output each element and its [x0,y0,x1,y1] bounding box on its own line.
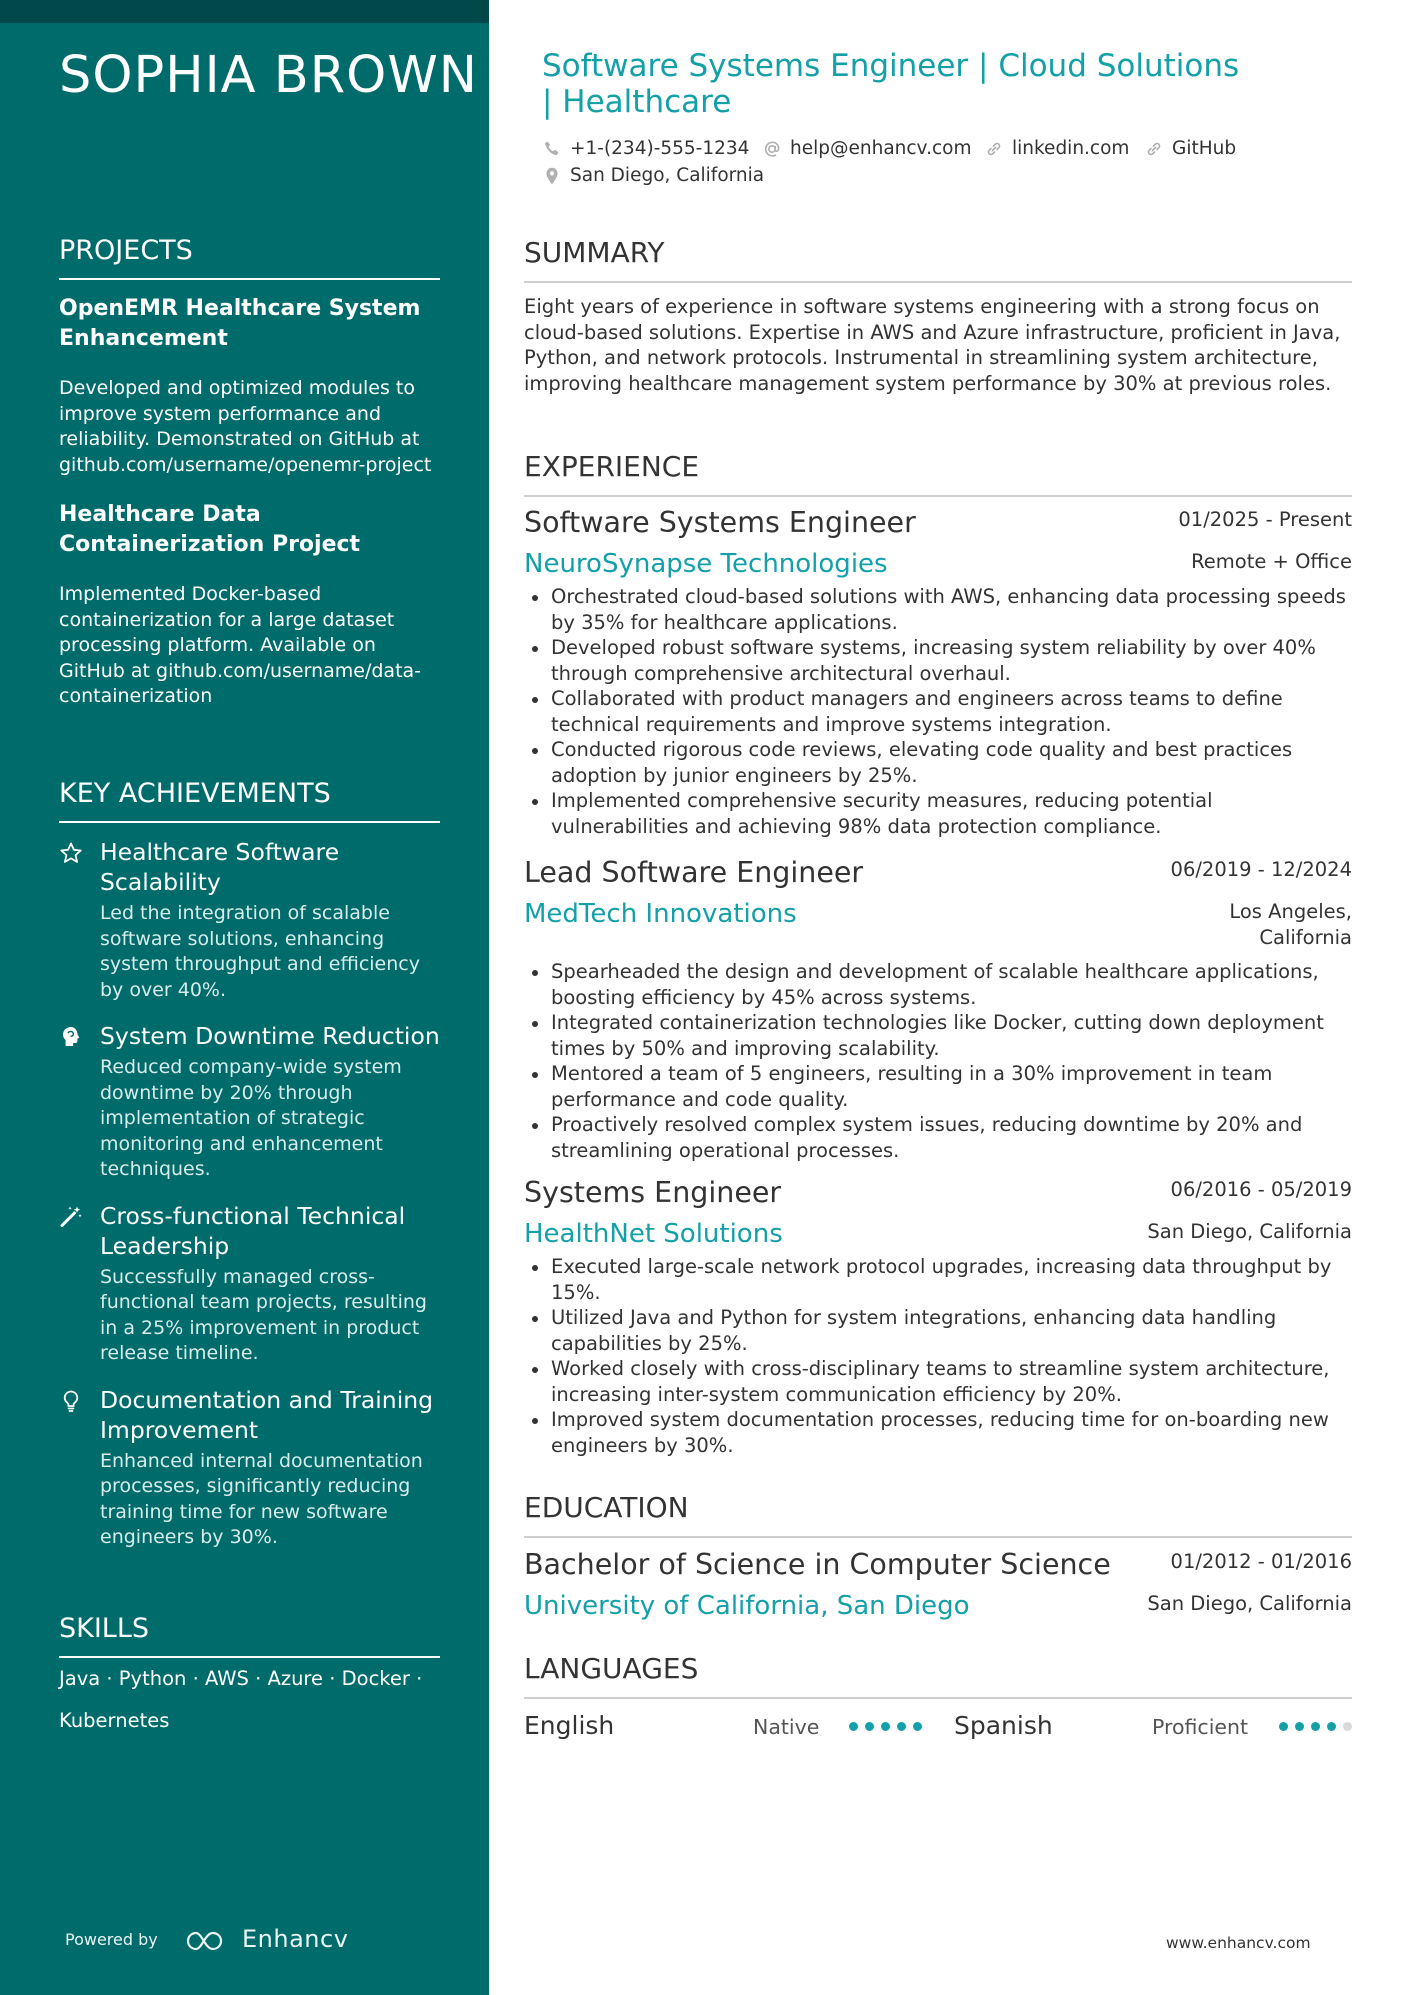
skills-list [59,1658,440,1742]
language-rating [849,1722,929,1731]
skills-line: Kubernetes [59,1709,170,1732]
achievement-item [59,837,440,1003]
enhancv-brand: Enhancv [242,1925,349,1953]
degree-title: Bachelor of Science in Computer Science [524,1548,1111,1581]
language-level: Native [753,1715,820,1739]
education-heading: EDUCATION [524,1491,1352,1538]
language-name: English [524,1711,615,1740]
project-description: Implemented Docker-based containerization for a large dataset processing platform. Available on GitHub at github.com/username/data-containerization [59,583,422,707]
job-company: MedTech Innovations [524,899,797,929]
job-location: Remote + Office [1191,550,1352,573]
rating-dot-filled [913,1722,922,1731]
achievement-description: Successfully managed cross-functional team projects, resulting in a 25% improvement in product release timeline. [100,1265,427,1364]
achievements-section [59,777,440,1569]
rating-dot-filled [881,1722,890,1731]
summary-heading: SUMMARY [524,236,1352,283]
link-icon [984,139,1004,159]
headline: Software Systems Engineer | Cloud Solutions | Healthcare [542,48,1240,120]
rating-dot-filled [849,1722,858,1731]
projects-section [59,234,440,732]
achievement-description: Enhanced internal documentation processes, significantly reducing training time for new software engineers by 30%. [100,1449,423,1548]
education-entry [524,1547,1352,1626]
bullet-item: Collaborated with product managers and engineers across teams to define technical requirements and improve systems integration. [524,686,1352,737]
link-icon [1144,139,1164,159]
location-text: San Diego, California [570,165,765,186]
experience-heading: EXPERIENCE [524,450,1352,497]
bullet-item: Conducted rigorous code reviews, elevating code quality and best practices adoption by junior engineers by 25%. [524,737,1352,788]
skills-section [59,1612,440,1742]
job-dates: 01/2025 - Present [1178,508,1352,531]
language-level: Proficient [1152,1715,1249,1739]
job-title: Software Systems Engineer [524,506,916,539]
bullet-item: Utilized Java and Python for system integrations, enhancing data handling capabilities by 25%. [524,1305,1352,1356]
job-bullets [524,584,1352,839]
skills-heading: SKILLS [59,1612,440,1658]
job-location: Los Angeles, California [1229,900,1352,949]
achievement-item [59,1201,440,1367]
rating-dot-filled [865,1722,874,1731]
github-link[interactable]: GitHub [1172,138,1237,159]
rating-dot-filled [1327,1722,1336,1731]
language-item [524,1710,924,1744]
rating-dot-empty [1343,1722,1352,1731]
job-entry [524,855,1352,1163]
job-bullets [524,1254,1352,1458]
bullet-item: Integrated containerization technologies like Docker, cutting down deployment times by 50% and improving scalability. [524,1010,1352,1061]
achievements-heading: KEY ACHIEVEMENTS [59,777,440,823]
bullet-item: Worked closely with cross-disciplinary teams to streamline system architecture, increasing inter-system communication efficiency by 20%. [524,1356,1352,1407]
candidate-name: SOPHIA BROWN [59,46,478,105]
sidebar [0,0,489,1995]
powered-by-label: Powered by [65,1930,158,1949]
skills-line: Java · Python · AWS · Azure · Docker · [59,1667,423,1690]
bullet-item: Developed robust software systems, increasing system reliability by over 40% through comprehensive architectural overhaul. [524,635,1352,686]
job-entry [524,1175,1352,1458]
contact-phone [542,137,749,161]
at-icon [762,139,782,159]
project-title: Healthcare Data Containerization Project [59,502,361,557]
lightbulb-icon [59,1389,83,1413]
bullet-item: Orchestrated cloud-based solutions with AWS, enhancing data processing speeds by 35% for healthcare applications. [524,584,1352,635]
rating-dot-filled [1279,1722,1288,1731]
rating-dot-filled [1295,1722,1304,1731]
language-rating [1279,1722,1359,1731]
job-company: HealthNet Solutions [524,1219,783,1249]
project-description: Developed and optimized modules to improve system performance and reliability. Demonstrated on GitHub at github.com/username/openemr-project [59,377,432,476]
job-title: Systems Engineer [524,1176,782,1209]
bullet-item: Improved system documentation processes, reducing time for on-boarding new engineers by 30%. [524,1407,1352,1458]
bullet-item: Executed large-scale network protocol upgrades, increasing data throughput by 15%. [524,1254,1352,1305]
projects-heading: PROJECTS [59,234,440,280]
head-brain-icon [59,1025,83,1049]
job-entry [524,505,1352,839]
enhancv-logo-icon [184,1929,226,1953]
project-item [59,294,440,478]
rating-dot-filled [1311,1722,1320,1731]
bullet-item: Spearheaded the design and development of scalable healthcare applications, boosting efficiency by 45% across systems. [524,959,1352,1010]
achievement-title: Documentation and Training Improvement [100,1385,434,1444]
achievement-description: Reduced company-wide system downtime by 20% through implementation of strategic monitoring and enhancement techniques. [100,1056,402,1180]
education-dates: 01/2012 - 01/2016 [1170,1550,1352,1573]
location-pin-icon [542,166,562,186]
project-title: OpenEMR Healthcare System Enhancement [59,296,421,351]
linkedin-link[interactable]: linkedin.com [1012,138,1130,159]
contact-linkedin[interactable] [984,137,1129,161]
job-company: NeuroSynapse Technologies [524,549,888,579]
achievement-item [59,1021,440,1183]
contact-email[interactable] [762,137,971,161]
phone-text: +1-(234)-555-1234 [570,138,750,159]
sidebar-top-bar [0,0,489,23]
job-dates: 06/2016 - 05/2019 [1170,1178,1352,1201]
project-item [59,500,440,710]
job-dates: 06/2019 - 12/2024 [1170,858,1352,881]
language-item [954,1710,1354,1744]
achievement-title: Cross-functional Technical Leadership [100,1201,406,1260]
achievement-description: Led the integration of scalable software solutions, enhancing system throughput and efficiency by over 40%. [100,902,420,1001]
job-location: San Diego, California [1147,1220,1352,1243]
language-name: Spanish [954,1711,1053,1740]
achievement-title: Healthcare Software Scalability [100,838,340,896]
achievement-item [59,1385,440,1551]
email-link[interactable]: help@enhancv.com [790,138,972,159]
magic-wand-icon [59,1205,83,1229]
bullet-item: Implemented comprehensive security measures, reducing potential vulnerabilities and achieving 98% data protection compliance. [524,788,1352,839]
star-icon [59,841,83,865]
job-title: Lead Software Engineer [524,856,864,889]
summary-text: Eight years of experience in software systems engineering with a strong focus on cloud-based solutions. Expertise in AWS and Azure infrastructure, proficient in Java, Python, and network protocols. Instrumental in streamlining system architecture, improving healthcare management system performance by 30% at previous roles. [524,295,1341,395]
languages-heading: LANGUAGES [524,1652,1352,1699]
achievement-title: System Downtime Reduction [100,1022,440,1050]
education-location: San Diego, California [1147,1592,1352,1615]
bullet-item: Proactively resolved complex system issues, reducing downtime by 20% and streamlining operational processes. [524,1112,1352,1163]
bullet-item: Mentored a team of 5 engineers, resulting in a 30% improvement in team performance and code quality. [524,1061,1352,1112]
phone-icon [542,139,562,159]
rating-dot-filled [897,1722,906,1731]
school-name: University of California, San Diego [524,1591,970,1621]
footer-website[interactable]: www.enhancv.com [1166,1934,1311,1952]
contact-github[interactable] [1144,137,1236,161]
contact-location [542,164,764,188]
job-bullets [524,959,1352,1163]
